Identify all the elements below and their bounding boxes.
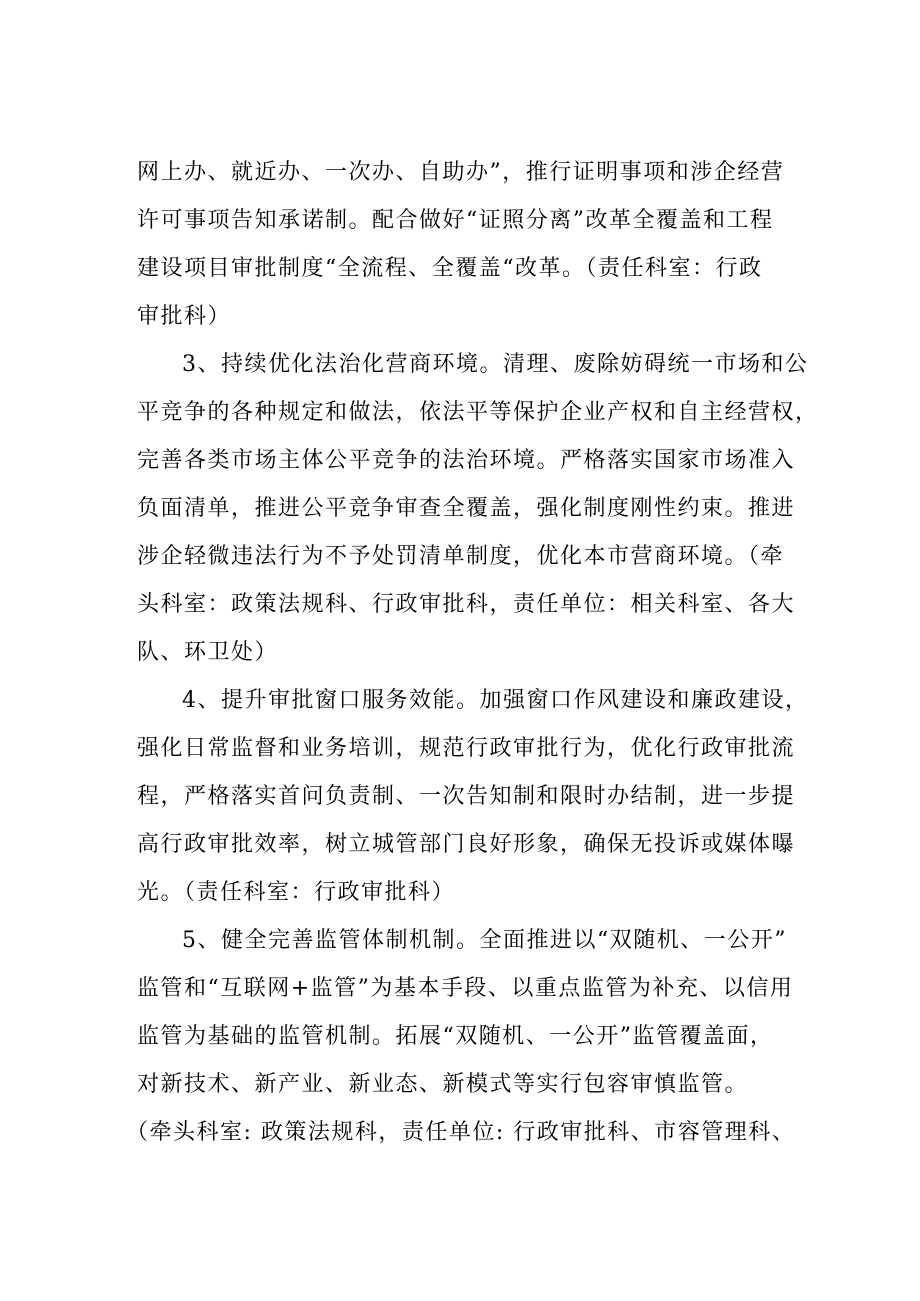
paragraph-line: 平竞争的各种规定和做法，依法平等保护企业产权和自主经营权， <box>137 400 819 425</box>
paragraph-line: （牵头科室: 政策法规科，责任单位: 行政审批科、市容管理科、 <box>126 1120 796 1145</box>
paragraph-line: 对新技术、新产业、新业态、新模式等实行包容审慎监管。 <box>137 1072 749 1097</box>
paragraph-line: 强化日常监督和业务培训，规范行政审批行为，优化行政审批流 <box>137 736 796 761</box>
paragraph-line: 监管为基础的监管机制。拓展“双随机、一公开”监管覆盖面， <box>137 1024 774 1049</box>
paragraph-line: 光。（责任科室：行政审批科） <box>137 880 456 905</box>
paragraph-line: 许可事项告知承诺制。配合做好“证照分离”改革全覆盖和工程 <box>137 208 774 233</box>
paragraph-line: 4、提升审批窗口服务效能。加强窗口作风建设和廉政建设， <box>182 688 809 713</box>
paragraph-line: 监管和“互联网+监管”为基本手段、以重点监管为补充、以信用 <box>137 976 794 1001</box>
paragraph-line: 负面清单，推进公平竞争审查全覆盖，强化制度刚性约束。推进 <box>137 496 796 521</box>
paragraph-line: 建设项目审批制度“全流程、全覆盖“改革。（责任科室：行政 <box>137 256 763 281</box>
paragraph-line: 3、持续优化法治化营商环境。清理、废除妨碍统一市场和公 <box>182 352 809 377</box>
paragraph-line: 队、环卫处） <box>137 640 279 665</box>
paragraph-line: 高行政审批效率，树立城管部门良好形象，确保无投诉或媒体曝 <box>137 832 796 857</box>
paragraph-line: 涉企轻微违法行为不予处罚清单制度，优化本市营商环境。（牵 <box>137 544 785 569</box>
paragraph-line: 审批科） <box>137 304 232 329</box>
paragraph-line: 完善各类市场主体公平竞争的法治环境。严格落实国家市场准入 <box>137 448 796 473</box>
paragraph-line: 5、健全完善监管体制机制。全面推进以“双随机、一公开” <box>182 928 787 953</box>
paragraph-line: 程，严格落实首问负责制、一次告知制和限时办结制，进一步提 <box>137 784 796 809</box>
paragraph-line: 网上办、就近办、一次办、自助办”，推行证明事项和涉企经营 <box>137 160 785 185</box>
paragraph-line: 头科室：政策法规科、行政审批科，责任单位：相关科室、各大 <box>137 592 796 617</box>
